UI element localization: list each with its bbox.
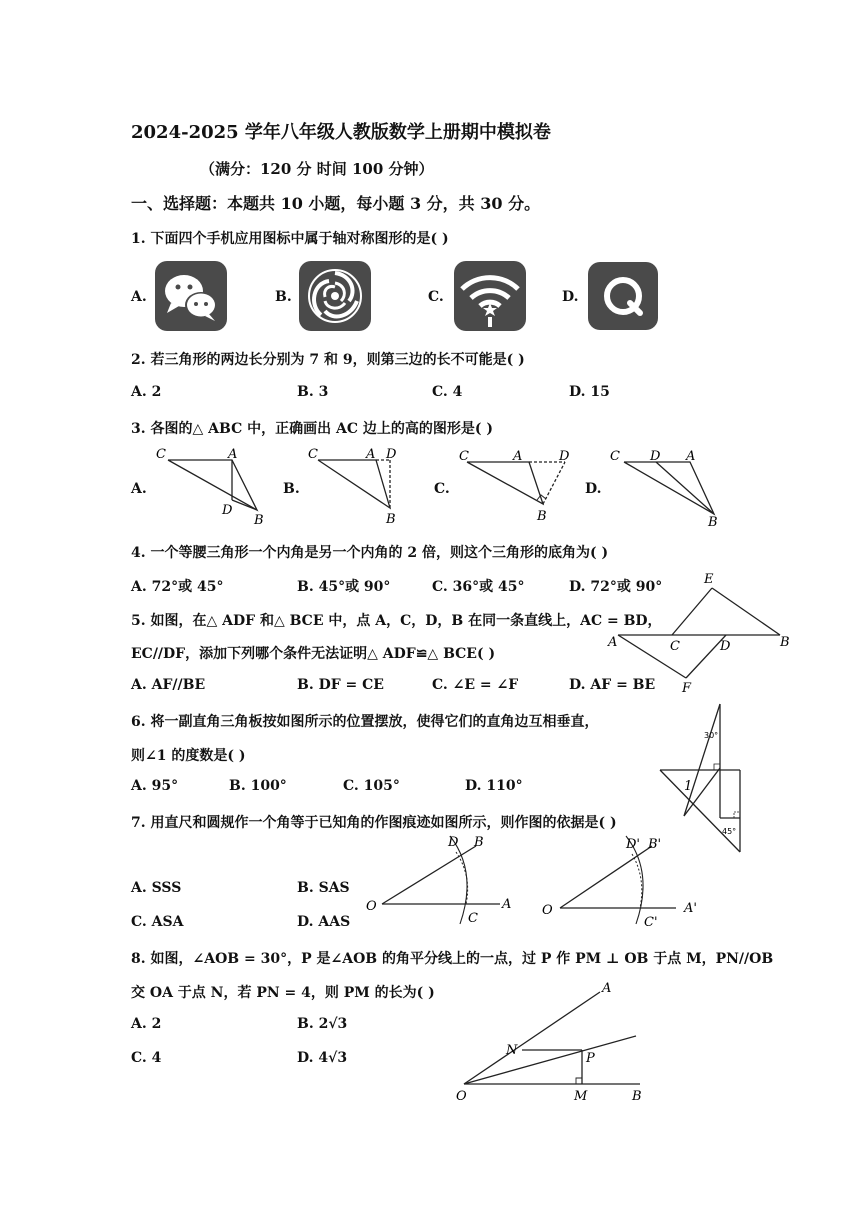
q7-label-a: A — [502, 897, 512, 912]
q3-diagram-a — [150, 444, 270, 530]
q7-option-d[interactable]: D. AAS — [297, 914, 351, 930]
question-5-stem-line1: 5. 如图，在△ ADF 和△ BCE 中，点 A，C，D，B 在同一条直线上，AC = BD， — [131, 613, 662, 629]
q8-label-a: A — [602, 981, 612, 996]
q8-option-d[interactable]: D. 4√3 — [297, 1050, 348, 1066]
q3b-label-a: A — [366, 447, 376, 462]
q7-option-b[interactable]: B. SAS — [297, 880, 350, 896]
q8-label-p: P — [586, 1051, 595, 1066]
q8-option-b[interactable]: B. 2√3 — [297, 1016, 348, 1032]
wifi-star-icon[interactable] — [454, 261, 526, 331]
q8-diagram — [452, 978, 652, 1108]
q3d-label-d: D — [650, 449, 661, 464]
q2-option-c[interactable]: C. 4 — [432, 384, 463, 400]
question-6-stem-line2: 则∠1 的度数是( ) — [131, 748, 246, 764]
q6-label-30: 30° — [704, 731, 719, 740]
q6-option-a[interactable]: A. 95° — [131, 778, 179, 794]
q4-option-a[interactable]: A. 72°或 45° — [131, 579, 224, 595]
q6-label-45: 45° — [722, 827, 737, 836]
q3-option-b-label[interactable]: B. — [283, 481, 300, 497]
swirl-icon[interactable] — [299, 261, 371, 331]
q8-option-c[interactable]: C. 4 — [131, 1050, 162, 1066]
q5-option-a[interactable]: A. AF//BE — [131, 677, 206, 693]
q6-option-d[interactable]: D. 110° — [465, 778, 523, 794]
q3c-label-c: C — [459, 449, 469, 464]
q7-diagram-copy — [540, 832, 710, 928]
q3b-label-d: D — [386, 447, 397, 462]
q7-label-a-prime: A' — [684, 901, 697, 916]
q3c-label-b: B — [537, 509, 547, 524]
q7-label-d: D — [448, 835, 459, 850]
q5-label-d: D — [720, 639, 731, 654]
q4-option-b[interactable]: B. 45°或 90° — [297, 579, 391, 595]
q8-label-b: B — [632, 1089, 642, 1104]
q3d-label-a: A — [686, 449, 696, 464]
q2-option-d[interactable]: D. 15 — [569, 384, 610, 400]
q3-diagram-c — [453, 444, 583, 530]
q3a-label-d: D — [222, 503, 233, 518]
question-2-stem: 2. 若三角形的两边长分别为 7 和 9，则第三边的长不可能是( ) — [131, 352, 525, 368]
section-heading: 一、选择题：本题共 10 小题，每小题 3 分，共 30 分。 — [131, 194, 541, 213]
question-5-stem-line2: EC//DF，添加下列哪个条件无法证明△ ADF≌△ BCE( ) — [131, 646, 496, 662]
q7-label-c-prime: C' — [644, 915, 658, 930]
q1-option-b-label[interactable]: B. — [275, 289, 292, 305]
q3-option-d-label[interactable]: D. — [585, 481, 602, 497]
q7-label-o-prime: O — [542, 903, 553, 918]
q1-option-a-label[interactable]: A. — [131, 289, 147, 305]
q3-option-c-label[interactable]: C. — [434, 481, 450, 497]
q7-diagram-original — [362, 832, 522, 928]
q3b-label-c: C — [308, 447, 318, 462]
q8-option-a[interactable]: A. 2 — [131, 1016, 162, 1032]
q5-option-d[interactable]: D. AF = BE — [569, 677, 656, 693]
question-8-stem-line1: 8. 如图，∠AOB = 30°，P 是∠AOB 的角平分线上的一点，过 P 作 PM ⊥ OB 于点 M，PN//OB — [131, 951, 774, 967]
q7-label-d-prime: D' — [626, 837, 640, 852]
q5-label-f: F — [682, 681, 692, 696]
q7-label-o: O — [366, 899, 377, 914]
q4-option-d[interactable]: D. 72°或 90° — [569, 579, 663, 595]
question-3-stem: 3. 各图的△ ABC 中，正确画出 AC 边上的高的图形是( ) — [131, 421, 493, 437]
chat-bubbles-icon[interactable] — [155, 261, 227, 331]
q3a-label-c: C — [156, 447, 166, 462]
q7-label-c: C — [468, 911, 478, 926]
q4-option-c[interactable]: C. 36°或 45° — [432, 579, 525, 595]
q-letter-icon[interactable] — [588, 262, 658, 330]
q1-option-c-label[interactable]: C. — [428, 289, 444, 305]
q2-option-a[interactable]: A. 2 — [131, 384, 162, 400]
q5-option-b[interactable]: B. DF = CE — [297, 677, 384, 693]
q7-label-b: B — [474, 835, 484, 850]
question-6-stem-line1: 6. 将一副直角三角板按如图所示的位置摆放，使得它们的直角边互相垂直， — [131, 714, 599, 730]
question-1-stem: 1. 下面四个手机应用图标中属于轴对称图形的是( ) — [131, 231, 449, 247]
question-4-stem: 4. 一个等腰三角形一个内角是另一个内角的 2 倍，则这个三角形的底角为( ) — [131, 545, 609, 561]
q1-option-d-label[interactable]: D. — [562, 289, 579, 305]
question-8-stem-line2: 交 OA 于点 N，若 PN = 4，则 PM 的长为( ) — [131, 985, 435, 1001]
q5-option-c[interactable]: C. ∠E = ∠F — [432, 677, 519, 693]
q3b-label-b: B — [386, 512, 396, 527]
q7-option-c[interactable]: C. ASA — [131, 914, 184, 930]
q3-diagram-b — [300, 444, 420, 530]
q3-diagram-d — [606, 444, 726, 530]
exam-info: （满分：120 分 时间 100 分钟） — [200, 160, 434, 178]
q5-label-a: A — [608, 635, 618, 650]
q3c-label-a: A — [513, 449, 523, 464]
q8-label-m: M — [574, 1089, 588, 1104]
q3d-label-b: B — [708, 515, 718, 530]
q6-option-b[interactable]: B. 100° — [229, 778, 287, 794]
q3d-label-c: C — [610, 449, 620, 464]
q5-diagram — [604, 570, 794, 698]
q3-option-a-label[interactable]: A. — [131, 481, 147, 497]
q5-label-b: B — [780, 635, 790, 650]
q2-option-b[interactable]: B. 3 — [297, 384, 329, 400]
q6-option-c[interactable]: C. 105° — [343, 778, 400, 794]
q3c-label-d: D — [559, 449, 570, 464]
q8-label-o: O — [456, 1089, 467, 1104]
q7-option-a[interactable]: A. SSS — [131, 880, 182, 896]
q5-label-e: E — [704, 572, 714, 587]
q3a-label-b: B — [254, 513, 264, 528]
q8-label-n: N — [506, 1043, 518, 1058]
page-title: 2024-2025 学年八年级人教版数学上册期中模拟卷 — [131, 122, 551, 143]
q3a-label-a: A — [228, 447, 238, 462]
q7-label-b-prime: B' — [648, 837, 662, 852]
q6-label-1: 1 — [684, 779, 693, 794]
q5-label-c: C — [670, 639, 680, 654]
question-7-stem: 7. 用直尺和圆规作一个角等于已知角的作图痕迹如图所示，则作图的依据是( ) — [131, 815, 617, 831]
